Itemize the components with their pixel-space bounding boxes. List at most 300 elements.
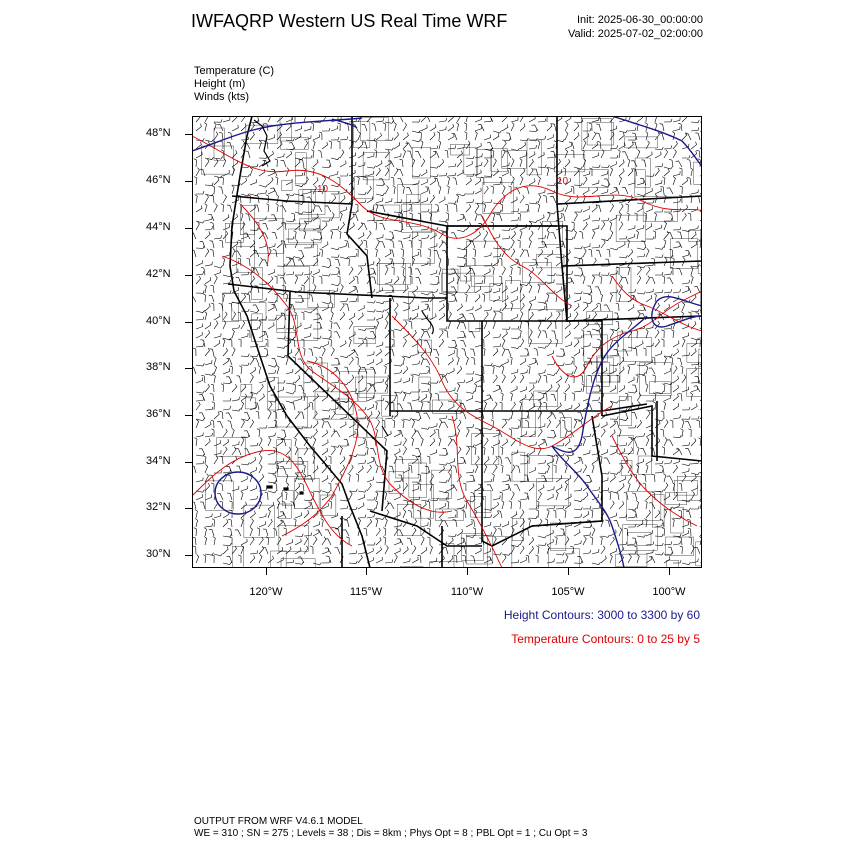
county-outline (430, 562, 464, 568)
wind-barb (394, 303, 398, 311)
wind-barb (217, 422, 223, 428)
wind-barb (367, 336, 375, 339)
wind-barb (700, 521, 702, 527)
wind-barb (211, 285, 215, 293)
wind-barb (619, 204, 623, 212)
wind-barb (596, 124, 601, 131)
wind-barb (376, 168, 380, 176)
wind-barb (524, 250, 529, 257)
wind-barb (385, 161, 391, 168)
wind-barb (610, 353, 618, 357)
wind-barb (552, 331, 557, 338)
wind-barb (313, 225, 320, 230)
wind-barb (285, 474, 288, 483)
wind-barb (655, 470, 663, 473)
wind-barb (250, 393, 253, 402)
wind-barb (646, 465, 648, 474)
wind-barb (214, 356, 216, 365)
wind-barb (268, 365, 277, 367)
wind-barb (475, 143, 481, 149)
wind-barb (439, 240, 443, 248)
wind-barb (303, 168, 305, 177)
wind-barb (574, 339, 579, 347)
field-list (194, 65, 274, 104)
wind-barb (538, 235, 546, 239)
wind-barb (691, 267, 693, 276)
wind-barb (502, 141, 506, 149)
wind-barb (313, 134, 319, 140)
wind-barb (349, 454, 358, 457)
wind-barb (313, 238, 321, 241)
wind-barb (582, 150, 585, 158)
wind-barb (667, 476, 673, 482)
wind-barb (529, 312, 533, 320)
wind-barb (241, 476, 247, 482)
wind-barb (556, 420, 560, 428)
wind-barb (529, 296, 535, 302)
wind-barb (466, 424, 474, 428)
wind-barb (427, 402, 430, 410)
wind-barb (331, 288, 338, 293)
wind-barb (286, 420, 290, 428)
wind-barb (232, 408, 240, 411)
wind-barb (484, 240, 486, 249)
wind-barb (520, 303, 524, 311)
wind-barb (700, 214, 702, 221)
wind-barb (376, 398, 384, 401)
wind-barb (370, 368, 376, 374)
wind-barb (250, 354, 258, 357)
wind-barb (574, 443, 582, 446)
wind-barb (637, 447, 639, 456)
wind-barb (232, 348, 235, 357)
wind-barb (448, 277, 454, 284)
wind-barb (214, 119, 222, 122)
wind-barb (682, 562, 691, 565)
wind-barb (619, 514, 627, 518)
wind-barb (236, 277, 241, 284)
wind-barb (322, 348, 325, 356)
wind-barb (583, 434, 591, 437)
wind-barb (457, 380, 465, 383)
wind-barb (250, 357, 254, 365)
wind-barb (257, 429, 260, 437)
wind-barb (448, 534, 456, 537)
wind-barb (547, 123, 552, 131)
wind-barb (398, 178, 404, 185)
wind-barb (295, 539, 301, 545)
wind-barb (232, 116, 237, 122)
wind-barb (547, 339, 551, 347)
wind-barb (430, 195, 435, 203)
wind-barb (209, 349, 214, 356)
wind-barb (604, 305, 610, 311)
wind-barb (385, 501, 389, 509)
wind-barb (232, 241, 238, 248)
wind-barb (644, 116, 647, 122)
wind-barb (429, 393, 431, 402)
wind-barb (367, 231, 371, 239)
wind-barb (520, 557, 526, 563)
wind-barb (682, 508, 691, 511)
wind-barb (192, 367, 196, 374)
wind-barb (394, 378, 401, 383)
wind-barb (529, 339, 532, 348)
wind-barb (232, 325, 240, 329)
wind-barb (286, 179, 292, 185)
wind-barb (439, 416, 447, 419)
wind-barb (618, 294, 620, 303)
wind-barb (241, 394, 247, 401)
wind-barb (466, 199, 474, 203)
wind-barb (538, 300, 546, 303)
wind-barb (340, 161, 346, 168)
wind-barb (295, 483, 300, 491)
wind-barb (213, 375, 216, 384)
wind-barb (511, 326, 519, 329)
wind-barb (430, 151, 436, 158)
wind-barb (230, 366, 233, 374)
wind-barb (464, 249, 467, 257)
wind-barb (238, 258, 241, 266)
wind-barb (538, 306, 545, 311)
wind-barb (223, 274, 232, 277)
wind-barb (223, 312, 227, 320)
wind-barb (502, 267, 506, 275)
wind-barb (421, 188, 427, 194)
wind-barb (694, 386, 700, 392)
wind-barb (604, 179, 610, 185)
county-outline (315, 392, 349, 419)
wind-barb (682, 252, 689, 257)
wind-barb (367, 384, 371, 392)
wind-barb (331, 213, 334, 222)
wind-barb (510, 357, 513, 366)
wind-barb (649, 503, 655, 509)
wind-barb (250, 193, 259, 196)
wind-barb (376, 204, 378, 213)
wind-barb (367, 382, 376, 384)
wind-barb (497, 214, 503, 221)
wind-barb (664, 483, 668, 491)
wind-barb (529, 431, 535, 437)
wind-barb (313, 285, 316, 294)
wind-barb (492, 366, 495, 374)
wind-barb (552, 124, 557, 131)
wind-barb (295, 276, 298, 285)
wind-barb (637, 276, 641, 284)
wind-barb (655, 132, 659, 140)
wind-barb (214, 175, 223, 178)
wind-barb (475, 154, 482, 158)
wind-barb (687, 177, 691, 185)
wind-barb (439, 159, 444, 167)
wind-barb (367, 483, 371, 491)
wind-barb (475, 188, 481, 194)
wind-barb (457, 159, 462, 167)
wind-barb (421, 293, 430, 295)
wind-barb (634, 213, 637, 221)
wind-barb (210, 394, 214, 402)
wind-barb (344, 367, 349, 374)
wind-barb (214, 333, 221, 338)
wind-barb (538, 152, 544, 158)
wind-barb (334, 548, 340, 555)
wind-barb (392, 420, 395, 428)
wind-barb (520, 387, 527, 393)
wind-barb (194, 438, 197, 446)
wind-barb (543, 195, 547, 203)
wind-barb (337, 276, 340, 284)
wind-barb (700, 335, 702, 339)
wind-barb (628, 289, 636, 293)
wind-barb (427, 501, 430, 509)
wind-barb (421, 299, 429, 302)
wind-barb (615, 493, 619, 501)
wind-barb (204, 312, 206, 321)
wind-barb (376, 359, 382, 365)
wind-barb (664, 368, 670, 374)
wind-barb (358, 466, 363, 473)
wind-barb (430, 438, 435, 446)
wind-barb (268, 424, 276, 428)
wind-barb (358, 192, 366, 195)
wind-barb (484, 522, 491, 527)
wind-barb (536, 546, 539, 554)
wind-barb (322, 274, 330, 277)
wind-barb (700, 237, 702, 240)
wind-barb (583, 506, 591, 509)
wind-barb (538, 119, 546, 122)
wind-barb (545, 258, 548, 266)
wind-barb (313, 346, 322, 349)
county-outline (534, 391, 558, 407)
wind-barb (655, 552, 663, 555)
wind-barb (199, 395, 205, 401)
lat-tick (185, 181, 192, 182)
wind-barb (511, 314, 517, 320)
wind-barb (340, 195, 345, 203)
wind-barb (376, 183, 384, 186)
wind-barb (673, 385, 679, 392)
county-outline (696, 542, 702, 566)
wind-barb (583, 159, 586, 168)
wind-barb (660, 466, 664, 473)
wind-barb (259, 156, 267, 159)
wind-barb (221, 177, 224, 185)
lat-tick (185, 322, 192, 323)
wind-barb (547, 435, 555, 438)
wind-barb (205, 277, 211, 284)
wind-barb (691, 387, 698, 392)
wind-barb (241, 321, 245, 329)
wind-barb (520, 168, 525, 176)
wind-barb (421, 159, 425, 167)
wind-barb (232, 486, 239, 491)
wind-barb (433, 350, 439, 356)
wind-barb (673, 394, 678, 401)
wind-barb (286, 116, 293, 122)
wind-barb (385, 344, 393, 347)
wind-barb (412, 528, 416, 536)
wind-barb (457, 193, 466, 195)
wind-barb (304, 324, 311, 329)
wind-barb (511, 159, 514, 168)
wind-barb (331, 406, 338, 411)
wind-barb (628, 234, 635, 239)
wind-barb (493, 159, 496, 167)
wind-barb (250, 276, 255, 284)
wind-barb (439, 463, 448, 466)
wind-barb (645, 366, 647, 375)
wind-barb (691, 438, 696, 446)
wind-barb (394, 153, 401, 158)
wind-barb (547, 411, 552, 419)
wind-barb (223, 543, 231, 546)
wind-barb (385, 321, 388, 330)
wind-barb (331, 171, 338, 176)
wind-barb (470, 349, 475, 356)
wind-barb (487, 395, 493, 401)
wind-barb (457, 546, 462, 554)
wind-barb (583, 550, 591, 554)
wind-barb (610, 161, 616, 167)
wind-barb (445, 204, 448, 212)
wind-barb (556, 455, 558, 464)
wind-barb (227, 205, 232, 212)
wind-barb (646, 325, 653, 329)
wind-barb (397, 116, 403, 122)
wind-barb (690, 168, 693, 177)
wind-barb (691, 120, 699, 123)
wind-barb (367, 326, 375, 329)
wind-barb (394, 485, 400, 492)
wind-barb (356, 474, 359, 482)
wind-barb (247, 258, 250, 266)
wind-barb (412, 252, 419, 257)
wind-barb (610, 145, 618, 149)
wind-barb (510, 267, 513, 276)
wind-barb (601, 218, 609, 221)
wind-barb (376, 198, 383, 203)
wind-barb (358, 452, 366, 455)
wind-barb (511, 197, 517, 203)
wind-barb (385, 279, 392, 284)
wind-barb (618, 150, 621, 158)
wind-barb (475, 212, 477, 221)
wind-barb (235, 530, 241, 536)
wind-barb (367, 477, 374, 482)
wind-barb (628, 514, 636, 518)
wind-barb (293, 384, 296, 392)
wind-barb (466, 178, 471, 185)
wind-barb (484, 395, 490, 401)
wind-barb (691, 559, 698, 563)
wind-barb (250, 205, 256, 212)
wind-barb (685, 134, 691, 140)
wind-barb (425, 466, 430, 473)
wind-barb (430, 545, 433, 554)
lat-label: 34°N (146, 455, 171, 467)
wind-barb (493, 524, 501, 527)
wind-barb (194, 159, 197, 167)
wind-barb (253, 359, 259, 366)
wind-barb (466, 395, 473, 401)
wind-barb (448, 387, 455, 392)
wind-barb (376, 517, 385, 520)
wind-barb (601, 422, 607, 428)
wind-barb (421, 427, 430, 430)
wind-barb (430, 450, 437, 456)
wind-barb (601, 273, 609, 276)
wind-barb (290, 259, 295, 266)
wind-barb (194, 528, 197, 536)
wind-barb (313, 420, 318, 428)
wind-barb (673, 459, 680, 464)
wind-barb (385, 546, 388, 555)
wind-barb (565, 188, 571, 194)
wind-barb (403, 510, 406, 519)
wind-barb (460, 413, 466, 420)
wind-barb (502, 478, 509, 482)
wind-barb (285, 492, 288, 500)
wind-barb (437, 132, 440, 140)
wind-barb (498, 511, 502, 518)
wind-barb (538, 165, 546, 168)
wind-barb (484, 174, 492, 177)
wind-barb (646, 152, 652, 158)
wind-barb (610, 475, 615, 482)
wind-barb (401, 249, 404, 257)
wind-barb (493, 133, 499, 140)
wind-barb (304, 219, 312, 222)
wind-barb (524, 187, 529, 194)
wind-barb (421, 179, 427, 185)
wind-barb (385, 518, 387, 527)
height-contours (192, 116, 702, 568)
wind-barb (687, 519, 691, 527)
wind-barb (340, 443, 348, 446)
wind-barb (551, 394, 556, 401)
wind-barb (628, 249, 633, 257)
wind-barb (637, 266, 646, 268)
wind-barb (526, 456, 529, 464)
wind-barb (595, 323, 601, 329)
wind-barb (367, 458, 374, 464)
wind-barb (565, 116, 571, 122)
wind-barb (282, 502, 286, 510)
wind-barb (412, 397, 419, 402)
wind-barb (619, 212, 621, 221)
wind-barb (348, 474, 351, 483)
wind-barb (349, 223, 354, 230)
wind-barb (272, 232, 277, 239)
wind-barb (682, 280, 690, 284)
wind-barb (340, 212, 342, 221)
wind-barb (664, 510, 667, 519)
wind-barb (560, 529, 565, 536)
wind-barb (196, 324, 203, 329)
wind-barb (192, 466, 196, 473)
lat-tick (185, 462, 192, 463)
wind-barb (538, 189, 545, 194)
wind-barb (247, 294, 251, 302)
wind-barb (448, 345, 456, 348)
wind-barb (295, 375, 300, 383)
wind-barb (268, 151, 274, 158)
wind-barb (277, 547, 283, 554)
wind-barb (637, 554, 639, 563)
